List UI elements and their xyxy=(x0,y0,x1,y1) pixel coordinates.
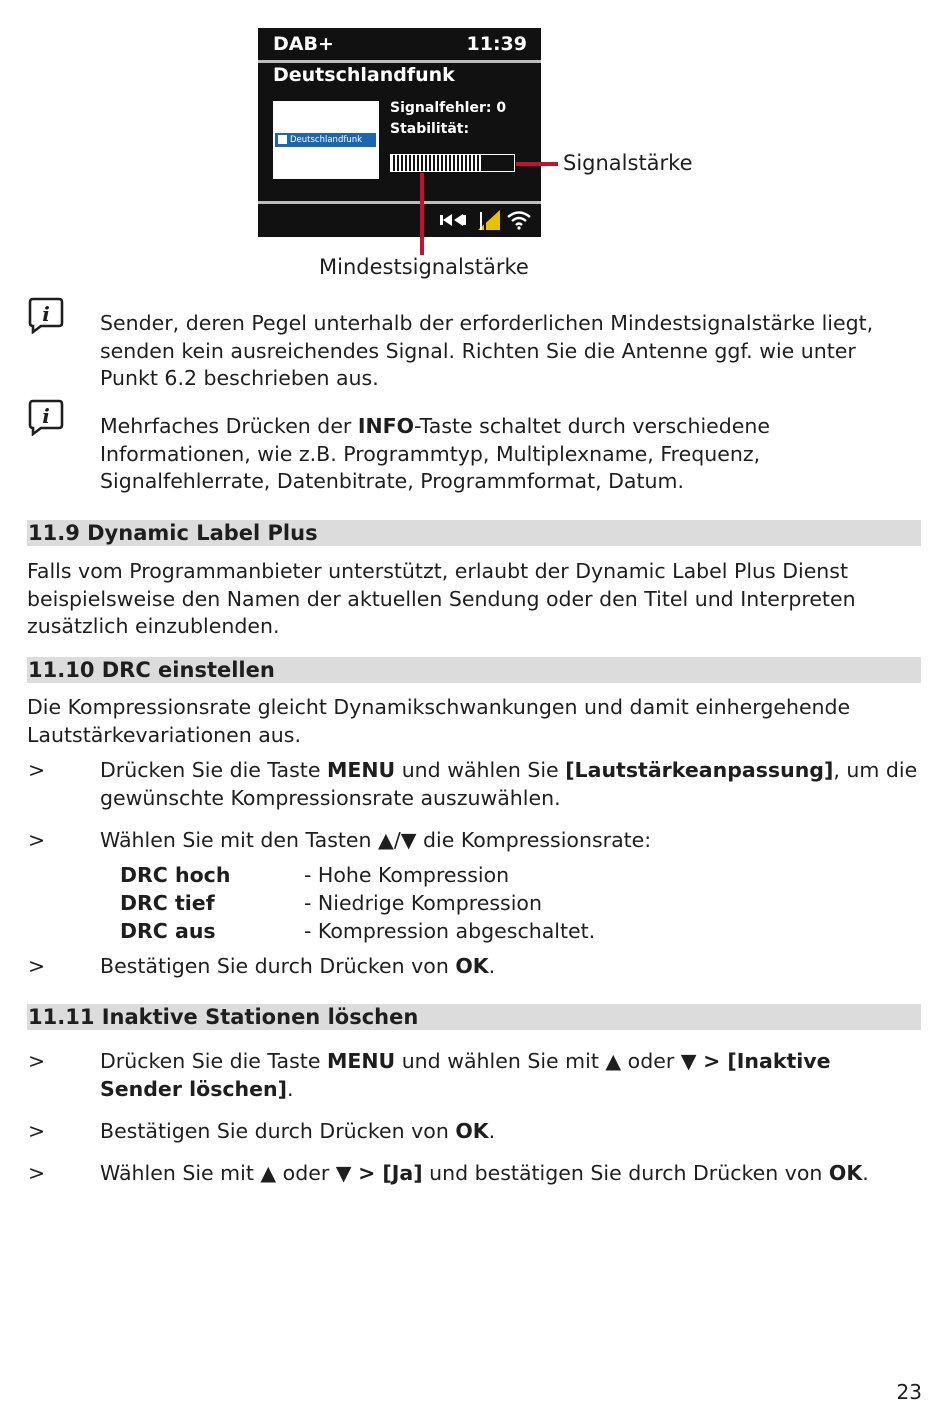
display-time: 11:39 xyxy=(466,33,527,55)
info-icon xyxy=(27,398,65,436)
drc-option-name: DRC aus xyxy=(120,919,216,943)
signal-strength-callout-line xyxy=(516,162,534,166)
drc-option-desc: - Niedrige Kompression xyxy=(304,891,542,915)
display-mode: DAB+ xyxy=(273,33,334,55)
section-heading-drc: 11.10 DRC einstellen xyxy=(27,657,921,683)
signal-error-readout: Signalfehler: 0 xyxy=(390,100,507,116)
display-station-name: Deutschlandfunk xyxy=(273,64,455,86)
signal-strength-bar xyxy=(390,154,515,172)
drc-body: Die Kompressionsrate gleicht Dynamikschwankungen und damit einhergehende Lautstärkevariationen aus. xyxy=(27,695,851,747)
drc-option-name: DRC hoch xyxy=(120,863,231,887)
signal-bars-icon xyxy=(478,210,500,230)
min-signal-callout: Mindestsignalstärke xyxy=(319,255,529,279)
display-status-icons xyxy=(438,208,538,232)
station-logo-banner xyxy=(275,133,376,147)
drc-step-2: Wählen Sie mit den Tasten ▲/▼ die Kompressionsrate: xyxy=(100,828,652,852)
drc-step-1: Drücken Sie die Taste MENU und wählen Sie [Lautstärkeanpassung], um die gewünschte Kompressionsrate auszuwählen. xyxy=(100,758,918,810)
drc-step-3: Bestätigen Sie durch Drücken von OK. xyxy=(100,954,496,978)
display-divider xyxy=(258,60,541,63)
stability-label: Stabilität: xyxy=(390,121,470,137)
inactive-step-2: Bestätigen Sie durch Drücken von OK. xyxy=(100,1119,496,1143)
display-status-bar xyxy=(258,28,541,60)
signal-strength-callout-line-ext xyxy=(534,162,558,166)
drc-option-desc: - Kompression abgeschaltet. xyxy=(304,919,596,943)
station-logo-text: Deutschlandfunk xyxy=(290,135,363,145)
station-logo xyxy=(273,101,379,179)
wifi-icon xyxy=(508,213,530,230)
svg-text:i: i xyxy=(42,404,50,428)
list-bullet: > xyxy=(28,954,46,978)
section-heading-dlp: 11.9 Dynamic Label Plus xyxy=(27,520,921,546)
list-bullet: > xyxy=(28,1161,46,1185)
inactive-step-1: Drücken Sie die Taste MENU und wählen Sie mit ▲ oder ▼ > [Inaktive Sender löschen]. xyxy=(100,1049,831,1101)
speaker-icon xyxy=(440,214,466,226)
inactive-step-3: Wählen Sie mit ▲ oder ▼ > [Ja] und bestätigen Sie durch Drücken von OK. xyxy=(100,1161,869,1185)
drc-option-desc: - Hohe Kompression xyxy=(304,863,510,887)
list-bullet: > xyxy=(28,828,46,852)
radio-display-screenshot xyxy=(258,28,541,237)
list-bullet: > xyxy=(28,1049,46,1073)
min-signal-callout-line xyxy=(420,173,424,255)
list-bullet: > xyxy=(28,758,46,782)
signal-strength-callout: Signalstärke xyxy=(563,151,693,175)
svg-text:i: i xyxy=(42,302,50,326)
section-heading-inactive: 11.11 Inaktive Stationen löschen xyxy=(27,1004,921,1030)
list-bullet: > xyxy=(28,1119,46,1143)
page-number: 23 xyxy=(896,1380,922,1404)
drc-option-name: DRC tief xyxy=(120,891,215,915)
info-icon xyxy=(27,296,65,334)
dlp-body: Falls vom Programmanbieter unterstützt, erlaubt der Dynamic Label Plus Dienst beispielsweise den Namen der aktuellen Sendung oder den Titel und Interpreten zusätzlich einzublenden. xyxy=(27,559,856,638)
note-min-signal: Sender, deren Pegel unterhalb der erforderlichen Mindestsignalstärke liegt, senden kein ausreichendes Signal. Richten Sie die Antenne ggf. wie unter Punkt 6.2 beschrieben aus. xyxy=(100,311,874,390)
display-divider-bottom xyxy=(258,201,541,204)
note-info-key: Mehrfaches Drücken der INFO-Taste schaltet durch verschiedene Informationen, wie z.B. Programmtyp, Multiplexname, Frequenz, Signalfehlerrate, Datenbitrate, Programmformat, Datum. xyxy=(100,414,770,493)
